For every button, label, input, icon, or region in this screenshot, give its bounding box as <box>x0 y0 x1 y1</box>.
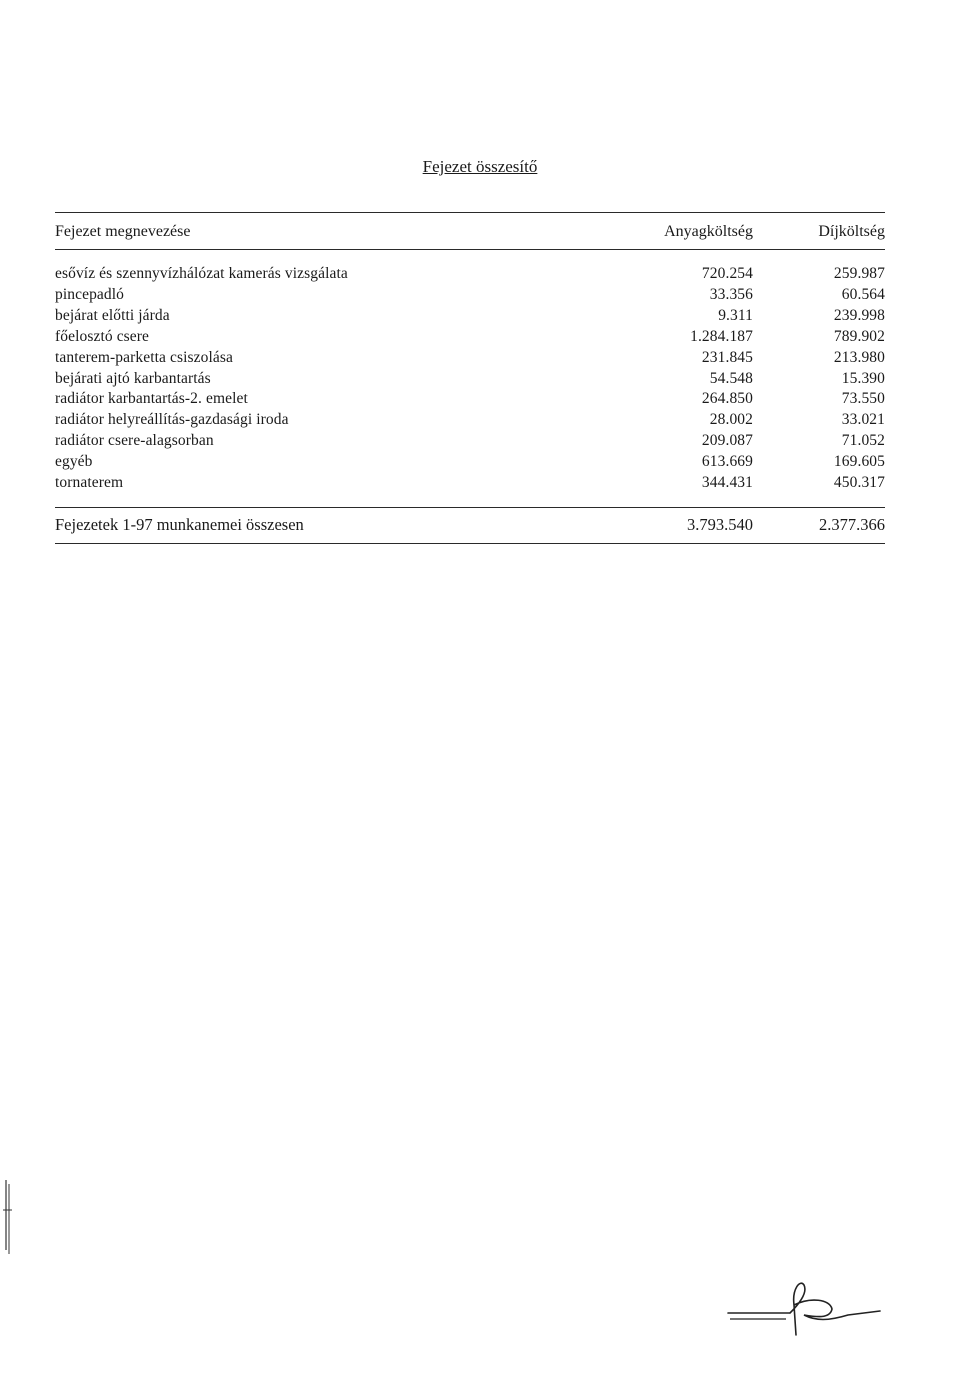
header-bottom-rule <box>55 249 885 250</box>
row-name: radiátor csere-alagsorban <box>55 432 214 450</box>
total-top-rule <box>55 507 885 508</box>
row-material: 28.002 <box>709 411 753 429</box>
row-material: 613.669 <box>701 453 753 471</box>
row-fee: 60.564 <box>841 285 885 303</box>
row-material: 54.548 <box>709 369 753 387</box>
signature <box>720 1275 890 1355</box>
row-name: radiátor karbantartás-2. emelet <box>55 390 248 408</box>
table-row <box>55 388 885 409</box>
total-bottom-rule <box>55 543 885 544</box>
header-fee: Díjköltség <box>818 223 885 240</box>
margin-marks <box>0 1170 30 1260</box>
row-fee: 15.390 <box>841 369 885 387</box>
table-row <box>55 409 885 430</box>
row-name: bejárati ajtó karbantartás <box>55 369 211 387</box>
total-row <box>55 514 885 535</box>
row-fee: 450.317 <box>833 474 885 491</box>
row-material: 1.284.187 <box>690 327 753 345</box>
table-row <box>55 347 885 368</box>
row-name: tanterem-parketta csiszolása <box>55 348 233 366</box>
row-material: 209.087 <box>701 432 753 450</box>
table-header <box>55 221 885 242</box>
row-material: 264.850 <box>701 390 753 408</box>
row-name: egyéb <box>55 453 93 471</box>
row-fee: 169.605 <box>833 453 885 471</box>
page-title: Fejezet összesítő <box>422 157 538 176</box>
row-name: tornaterem <box>55 474 124 491</box>
row-material: 720.254 <box>701 265 753 282</box>
table-top-rule <box>55 212 885 213</box>
total-material: 3.793.540 <box>687 515 753 534</box>
row-fee: 213.980 <box>833 348 885 366</box>
header-name: Fejezet megnevezése <box>55 223 191 240</box>
table-row <box>55 305 885 326</box>
row-fee: 789.902 <box>833 327 885 345</box>
header-material: Anyagköltség <box>664 223 753 240</box>
row-fee: 33.021 <box>841 411 885 429</box>
row-material: 344.431 <box>701 474 753 491</box>
table-row <box>55 263 885 284</box>
row-name: bejárat előtti járda <box>55 306 170 324</box>
row-fee: 259.987 <box>833 265 885 282</box>
row-fee: 239.998 <box>833 306 885 324</box>
table-row <box>55 472 885 493</box>
table-row <box>55 430 885 451</box>
row-name: esővíz és szennyvízhálózat kamerás vizsgálata <box>55 265 348 282</box>
table-row <box>55 368 885 389</box>
row-material: 33.356 <box>709 285 753 303</box>
row-fee: 71.052 <box>841 432 885 450</box>
row-name: főelosztó csere <box>55 327 150 345</box>
table-row <box>55 326 885 347</box>
total-label: Fejezetek 1-97 munkanemei összesen <box>55 515 304 534</box>
row-fee: 73.550 <box>841 390 885 408</box>
row-name: radiátor helyreállítás-gazdasági iroda <box>55 411 289 429</box>
table-row <box>55 451 885 472</box>
row-name: pincepadló <box>55 285 125 303</box>
row-material: 9.311 <box>718 306 753 324</box>
table-row <box>55 284 885 305</box>
total-fee: 2.377.366 <box>819 515 885 534</box>
row-material: 231.845 <box>701 348 753 366</box>
